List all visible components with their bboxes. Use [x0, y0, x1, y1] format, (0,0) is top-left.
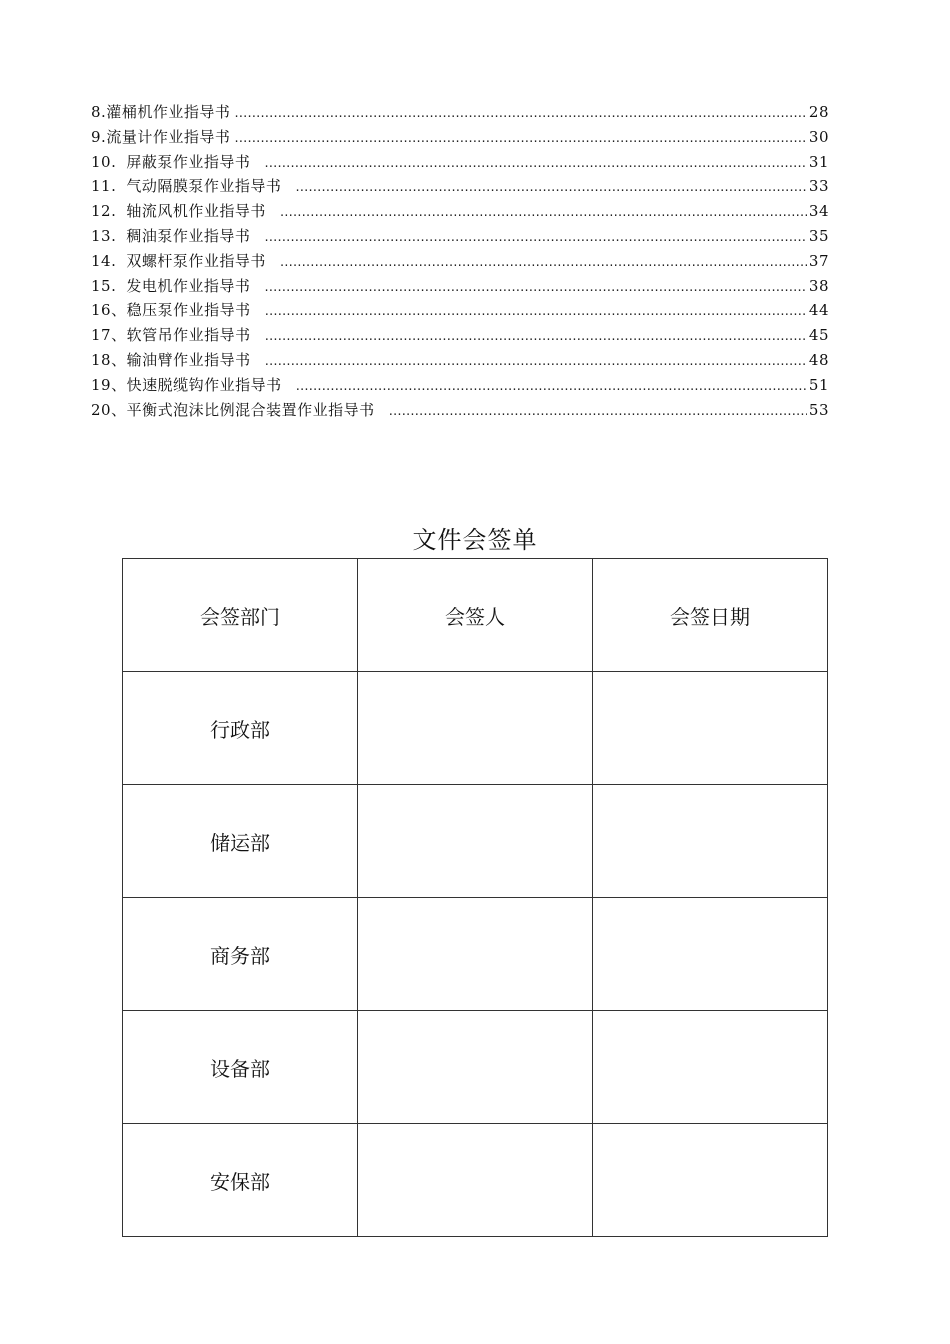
department-cell: 行政部 [123, 672, 358, 785]
toc-entry-number: 14. [91, 251, 117, 270]
toc-entry-title: 发电机作业指导书 [126, 276, 251, 295]
toc-entry[interactable] [91, 199, 829, 224]
toc-entry-number: 16、 [91, 301, 127, 320]
column-header-signer: 会签人 [358, 559, 593, 672]
date-cell[interactable] [593, 898, 828, 1011]
table-row [123, 785, 828, 898]
toc-entry-page: 33 [808, 177, 829, 196]
toc-entry-number: 18、 [91, 350, 127, 369]
date-cell[interactable] [593, 672, 828, 785]
toc-dot-leader [389, 400, 807, 425]
toc-entry-title: 流量计作业指导书 [106, 127, 231, 146]
toc-dot-leader [264, 276, 807, 301]
toc-entry-title: 双螺杆泵作业指导书 [126, 251, 266, 270]
signer-cell[interactable] [358, 1124, 593, 1237]
table-row [123, 672, 828, 785]
toc-entry-page: 44 [808, 301, 829, 320]
table-row [123, 898, 828, 1011]
toc-entry-number: 12. [91, 202, 117, 221]
date-cell[interactable] [593, 1124, 828, 1237]
toc-entry-page: 30 [808, 127, 829, 146]
toc-entry-title: 气动隔膜泵作业指导书 [126, 177, 282, 196]
table-header-row [123, 559, 828, 672]
toc-dot-leader [264, 152, 807, 177]
department-cell: 设备部 [123, 1011, 358, 1124]
signer-cell[interactable] [358, 672, 593, 785]
toc-entry[interactable] [91, 249, 829, 274]
toc-entry-page: 34 [808, 202, 829, 221]
department-cell: 商务部 [123, 898, 358, 1011]
toc-entry[interactable] [91, 398, 829, 423]
toc-dot-leader [234, 102, 807, 127]
toc-entry-title: 稳压泵作业指导书 [126, 301, 251, 320]
toc-entry-title: 平衡式泡沫比例混合装置作业指导书 [126, 400, 375, 419]
toc-entry-page: 35 [808, 226, 829, 245]
sign-form-title: 文件会签单 [412, 526, 538, 554]
toc-entry-number: 15. [91, 276, 117, 295]
toc-entry[interactable] [91, 298, 829, 323]
toc-entry-page: 45 [808, 326, 829, 345]
signer-cell[interactable] [358, 1011, 593, 1124]
signer-cell[interactable] [358, 785, 593, 898]
toc-entry[interactable] [91, 274, 829, 299]
toc-entry-title: 稠油泵作业指导书 [126, 226, 251, 245]
toc-entry-number: 11. [91, 177, 117, 196]
toc-dot-leader [265, 300, 807, 325]
toc-entry-page: 48 [808, 350, 829, 369]
toc-dot-leader [280, 201, 807, 226]
toc-dot-leader [264, 226, 807, 251]
toc-dot-leader [265, 350, 807, 375]
sign-off-table [122, 558, 828, 1237]
toc-dot-leader [265, 325, 807, 350]
toc-entry-number: 8. [91, 103, 107, 121]
table-row [123, 1124, 828, 1237]
table-row [123, 1011, 828, 1124]
toc-entry-title: 软管吊作业指导书 [126, 326, 251, 345]
toc-entry-title: 灌桶机作业指导书 [106, 103, 231, 121]
toc-entry-page: 53 [808, 400, 829, 419]
toc-entry-page: 28 [808, 103, 829, 121]
toc-entry[interactable] [91, 348, 829, 373]
toc-entry[interactable] [91, 100, 829, 125]
toc-entry-page: 31 [808, 152, 829, 171]
toc-dot-leader [296, 375, 807, 400]
toc-entry[interactable] [91, 174, 829, 199]
date-cell[interactable] [593, 785, 828, 898]
toc-entry[interactable] [91, 125, 829, 150]
table-of-contents [91, 100, 829, 422]
toc-entry-number: 17、 [91, 326, 127, 345]
column-header-department: 会签部门 [123, 559, 358, 672]
toc-entry-title: 屏蔽泵作业指导书 [126, 152, 251, 171]
toc-entry[interactable] [91, 224, 829, 249]
toc-entry-page: 38 [808, 276, 829, 295]
toc-entry-number: 13. [91, 226, 117, 245]
column-header-date: 会签日期 [593, 559, 828, 672]
signer-cell[interactable] [358, 898, 593, 1011]
toc-dot-leader [280, 251, 807, 276]
toc-entry[interactable] [91, 373, 829, 398]
toc-dot-leader [234, 127, 807, 152]
department-cell: 储运部 [123, 785, 358, 898]
toc-entry-number: 10. [91, 152, 117, 171]
toc-entry-number: 20、 [91, 400, 127, 419]
toc-entry-title: 输油臂作业指导书 [126, 350, 251, 369]
toc-entry-title: 轴流风机作业指导书 [126, 202, 266, 221]
toc-entry-title: 快速脱缆钩作业指导书 [126, 375, 282, 394]
toc-entry-page: 51 [808, 375, 829, 394]
toc-entry-number: 9. [91, 127, 107, 146]
toc-dot-leader [295, 176, 807, 201]
toc-entry-page: 37 [808, 251, 829, 270]
toc-entry-number: 19、 [91, 375, 127, 394]
date-cell[interactable] [593, 1011, 828, 1124]
toc-entry[interactable] [91, 323, 829, 348]
toc-entry[interactable] [91, 150, 829, 175]
department-cell: 安保部 [123, 1124, 358, 1237]
